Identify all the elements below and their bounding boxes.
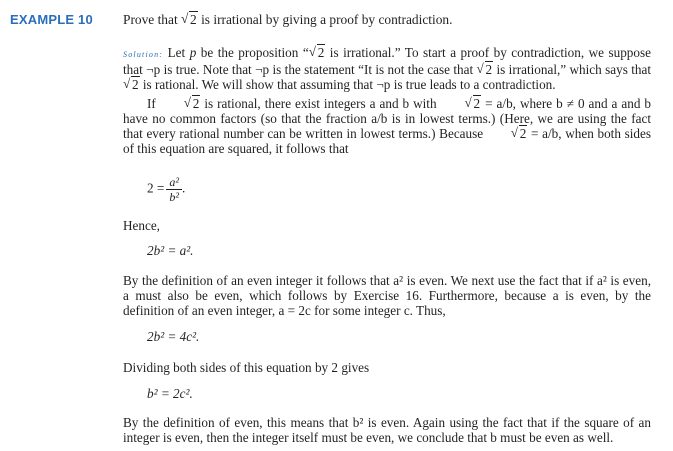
- p2-text-c: = a/b, where b ≠ 0 and a and b have no common factors (so that the fraction a/b is in lowest terms.) (Here, we are using the fact that every rational number can be written in lowest terms.) Because: [123, 96, 652, 141]
- sqrt-2-symbol: [160, 96, 201, 111]
- solution-paragraph-2: [123, 96, 651, 156]
- sqrt-2-symbol: [441, 96, 482, 111]
- sqrt-2-symbol: [487, 126, 528, 141]
- sqrt-2-symbol: [309, 45, 326, 60]
- example-label: EXAMPLE 10: [10, 12, 93, 27]
- equation-3: 2b² = 4c².: [147, 329, 200, 344]
- fraction: [166, 176, 182, 203]
- sqrt-radicand: 2: [192, 96, 200, 111]
- solution-heading: Solution:: [123, 50, 164, 59]
- fraction-denominator: b²: [169, 190, 179, 204]
- eq1-period: .: [181, 180, 186, 196]
- p1-text-e: is rational. We will show that assuming that ¬p is true leads to a contradiction.: [139, 77, 556, 92]
- equation-4: b² = 2c².: [147, 386, 193, 401]
- solution-paragraph-1: [123, 45, 651, 92]
- p5-text: By the definition of even, this means that b² is even. Again using the fact that if the square of an integer is even, then the integer itself must be even, we conclude that b must be even as well.: [123, 415, 651, 445]
- equation-1: [147, 176, 185, 203]
- sqrt-radicand: 2: [473, 96, 481, 111]
- hence-label: [123, 218, 651, 233]
- sqrt-radicand: 2: [519, 126, 527, 141]
- p1-text-d: is irrational,” which says that: [493, 62, 652, 77]
- sqrt-2-symbol: [123, 77, 140, 92]
- p2-text-a: If: [147, 96, 160, 111]
- p3-text: By the definition of an even integer it follows that a² is even. We next use the fact that if a² is even, a must also be even, which follows by Exercise 16. Furthermore, because a is even, by the definition of an even integer, a = 2c for some integer c. Thus,: [123, 273, 651, 318]
- solution-paragraph-4: [123, 360, 651, 375]
- p1-var-p: p: [189, 45, 197, 60]
- hence-text: Hence,: [123, 218, 160, 233]
- solution-paragraph-3: [123, 273, 651, 318]
- sqrt-radicand: 2: [485, 62, 493, 77]
- sqrt-radicand: 2: [317, 45, 325, 60]
- equation-2: 2b² = a².: [147, 243, 194, 258]
- sqrt-2-symbol: [477, 62, 494, 77]
- sqrt-radicand: 2: [132, 77, 139, 92]
- eq1-lhs: 2 =: [147, 180, 165, 196]
- p2-text-d: = a/b, when both sides of this equation are squared, it follows that: [123, 126, 651, 156]
- statement-text-1: Prove that: [123, 12, 182, 27]
- p1-text-c: is irrational.” To start a proof by contradiction, we suppose that ¬p is true. Note that ¬p is the statement “It is not the case that: [123, 45, 651, 77]
- example-statement: [123, 12, 452, 28]
- p2-text-b: is rational, there exist integers a and b with: [200, 96, 441, 111]
- fraction-numerator: a²: [166, 176, 182, 190]
- solution-paragraph-5: [123, 415, 651, 445]
- sqrt-2-symbol: [181, 12, 198, 28]
- p4-text: Dividing both sides of this equation by 2 gives: [123, 360, 370, 375]
- p1-text-b: be the proposition “: [196, 45, 309, 60]
- p1-text-a: Let: [163, 45, 190, 60]
- sqrt-radicand: 2: [190, 12, 197, 27]
- statement-text-2: is irrational by giving a proof by contradiction.: [197, 12, 453, 27]
